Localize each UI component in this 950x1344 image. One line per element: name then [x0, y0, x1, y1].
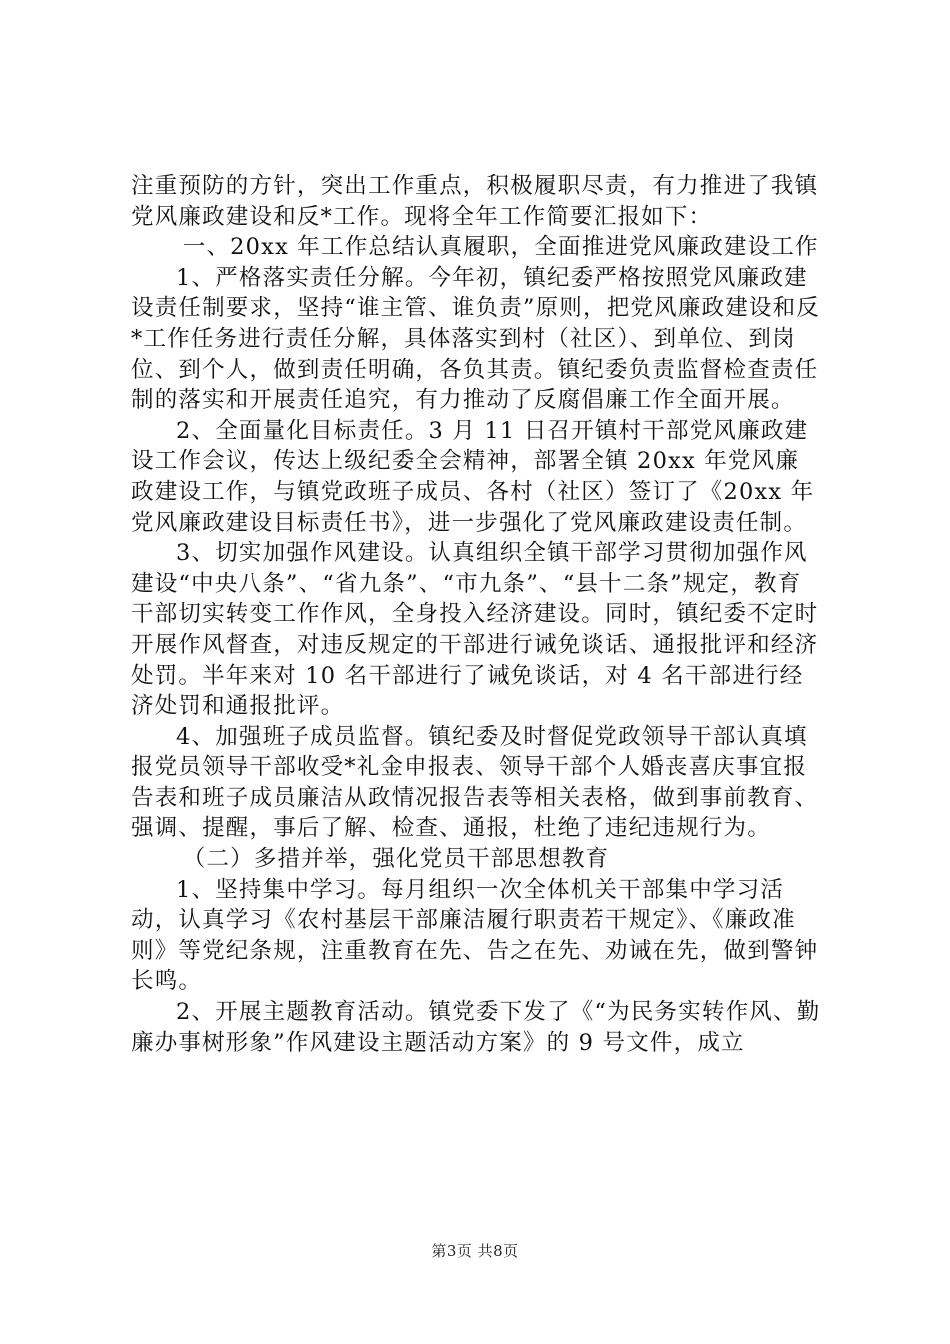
paragraph-item-2: 2、全面量化目标责任。3 月 11 日召开镇村干部党风廉政建设工作会议，传达上级纪委全会精神，部署全镇 20xx 年党风廉政建设工作，与镇党政班子成员、各村（社区）签订了《20xx 年党风廉政建设目标责任书》，进一步强化了党风廉政建设责任制。	[131, 417, 815, 536]
paragraph-item-3: 3、切实加强作风建设。认真组织全镇干部学习贯彻加强作风建设“中央八条”、“省九条”、“市九条”、“县十二条”规定，教育干部切实转变工作作风，全身投入经济建设。同时，镇纪委不定时开展作风督查，对违反规定的干部进行诫免谈话、通报批评和经济处罚。半年来对 10 名干部进行了诫免谈话，对 4 名干部进行经济处罚和通报批评。	[131, 540, 819, 720]
paragraph-item-1: 1、严格落实责任分解。今年初，镇纪委严格按照党风廉政建设责任制要求，坚持“谁主管、谁负责”原则，把党风廉政建设和反*工作任务进行责任分解，具体落实到村（社区）、到单位、到岗位、到个人，做到责任明确，各负其责。镇纪委负责监督检查责任制的落实和开展责任追究，有力推动了反腐倡廉工作全面开展。	[131, 264, 821, 414]
document-body	[131, 171, 821, 1058]
page-number: 第3页 共8页	[431, 1242, 519, 1260]
page-footer	[0, 1240, 950, 1261]
section-heading-1: 一、20xx 年工作总结认真履职，全面推进党风廉政建设工作	[182, 234, 819, 261]
section-heading-2: （二）多措并举，强化党员干部思想教育	[182, 846, 610, 873]
paragraph-item-5: 1、坚持集中学习。每月组织一次全体机关干部集中学习活动，认真学习《农村基层干部廉洁履行职责若干规定》、《廉政准则》等党纪条规，注重教育在先、告之在先、劝诫在先，做到警钟长鸣。	[131, 876, 819, 995]
paragraph-item-4: 4、加强班子成员监督。镇纪委及时督促党政领导干部认真填报党员领导干部收受*礼金申报表、领导干部个人婚丧喜庆事宜报告表和班子成员廉洁从政情况报告表等相关表格，做到事前教育、强调、提醒，事后了解、检查、通报，杜绝了违纪违规行为。	[131, 723, 819, 842]
paragraph-item-6: 2、开展主题教育活动。镇党委下发了《“为民务实转作风、勤廉办事树形象”作风建设主题活动方案》的 9 号文件，成立	[131, 999, 821, 1056]
paragraph-intro-continuation: 注重预防的方针，突出工作重点，积极履职尽责，有力推进了我镇党风廉政建设和反*工作。现将全年工作简要汇报如下：	[131, 173, 819, 230]
